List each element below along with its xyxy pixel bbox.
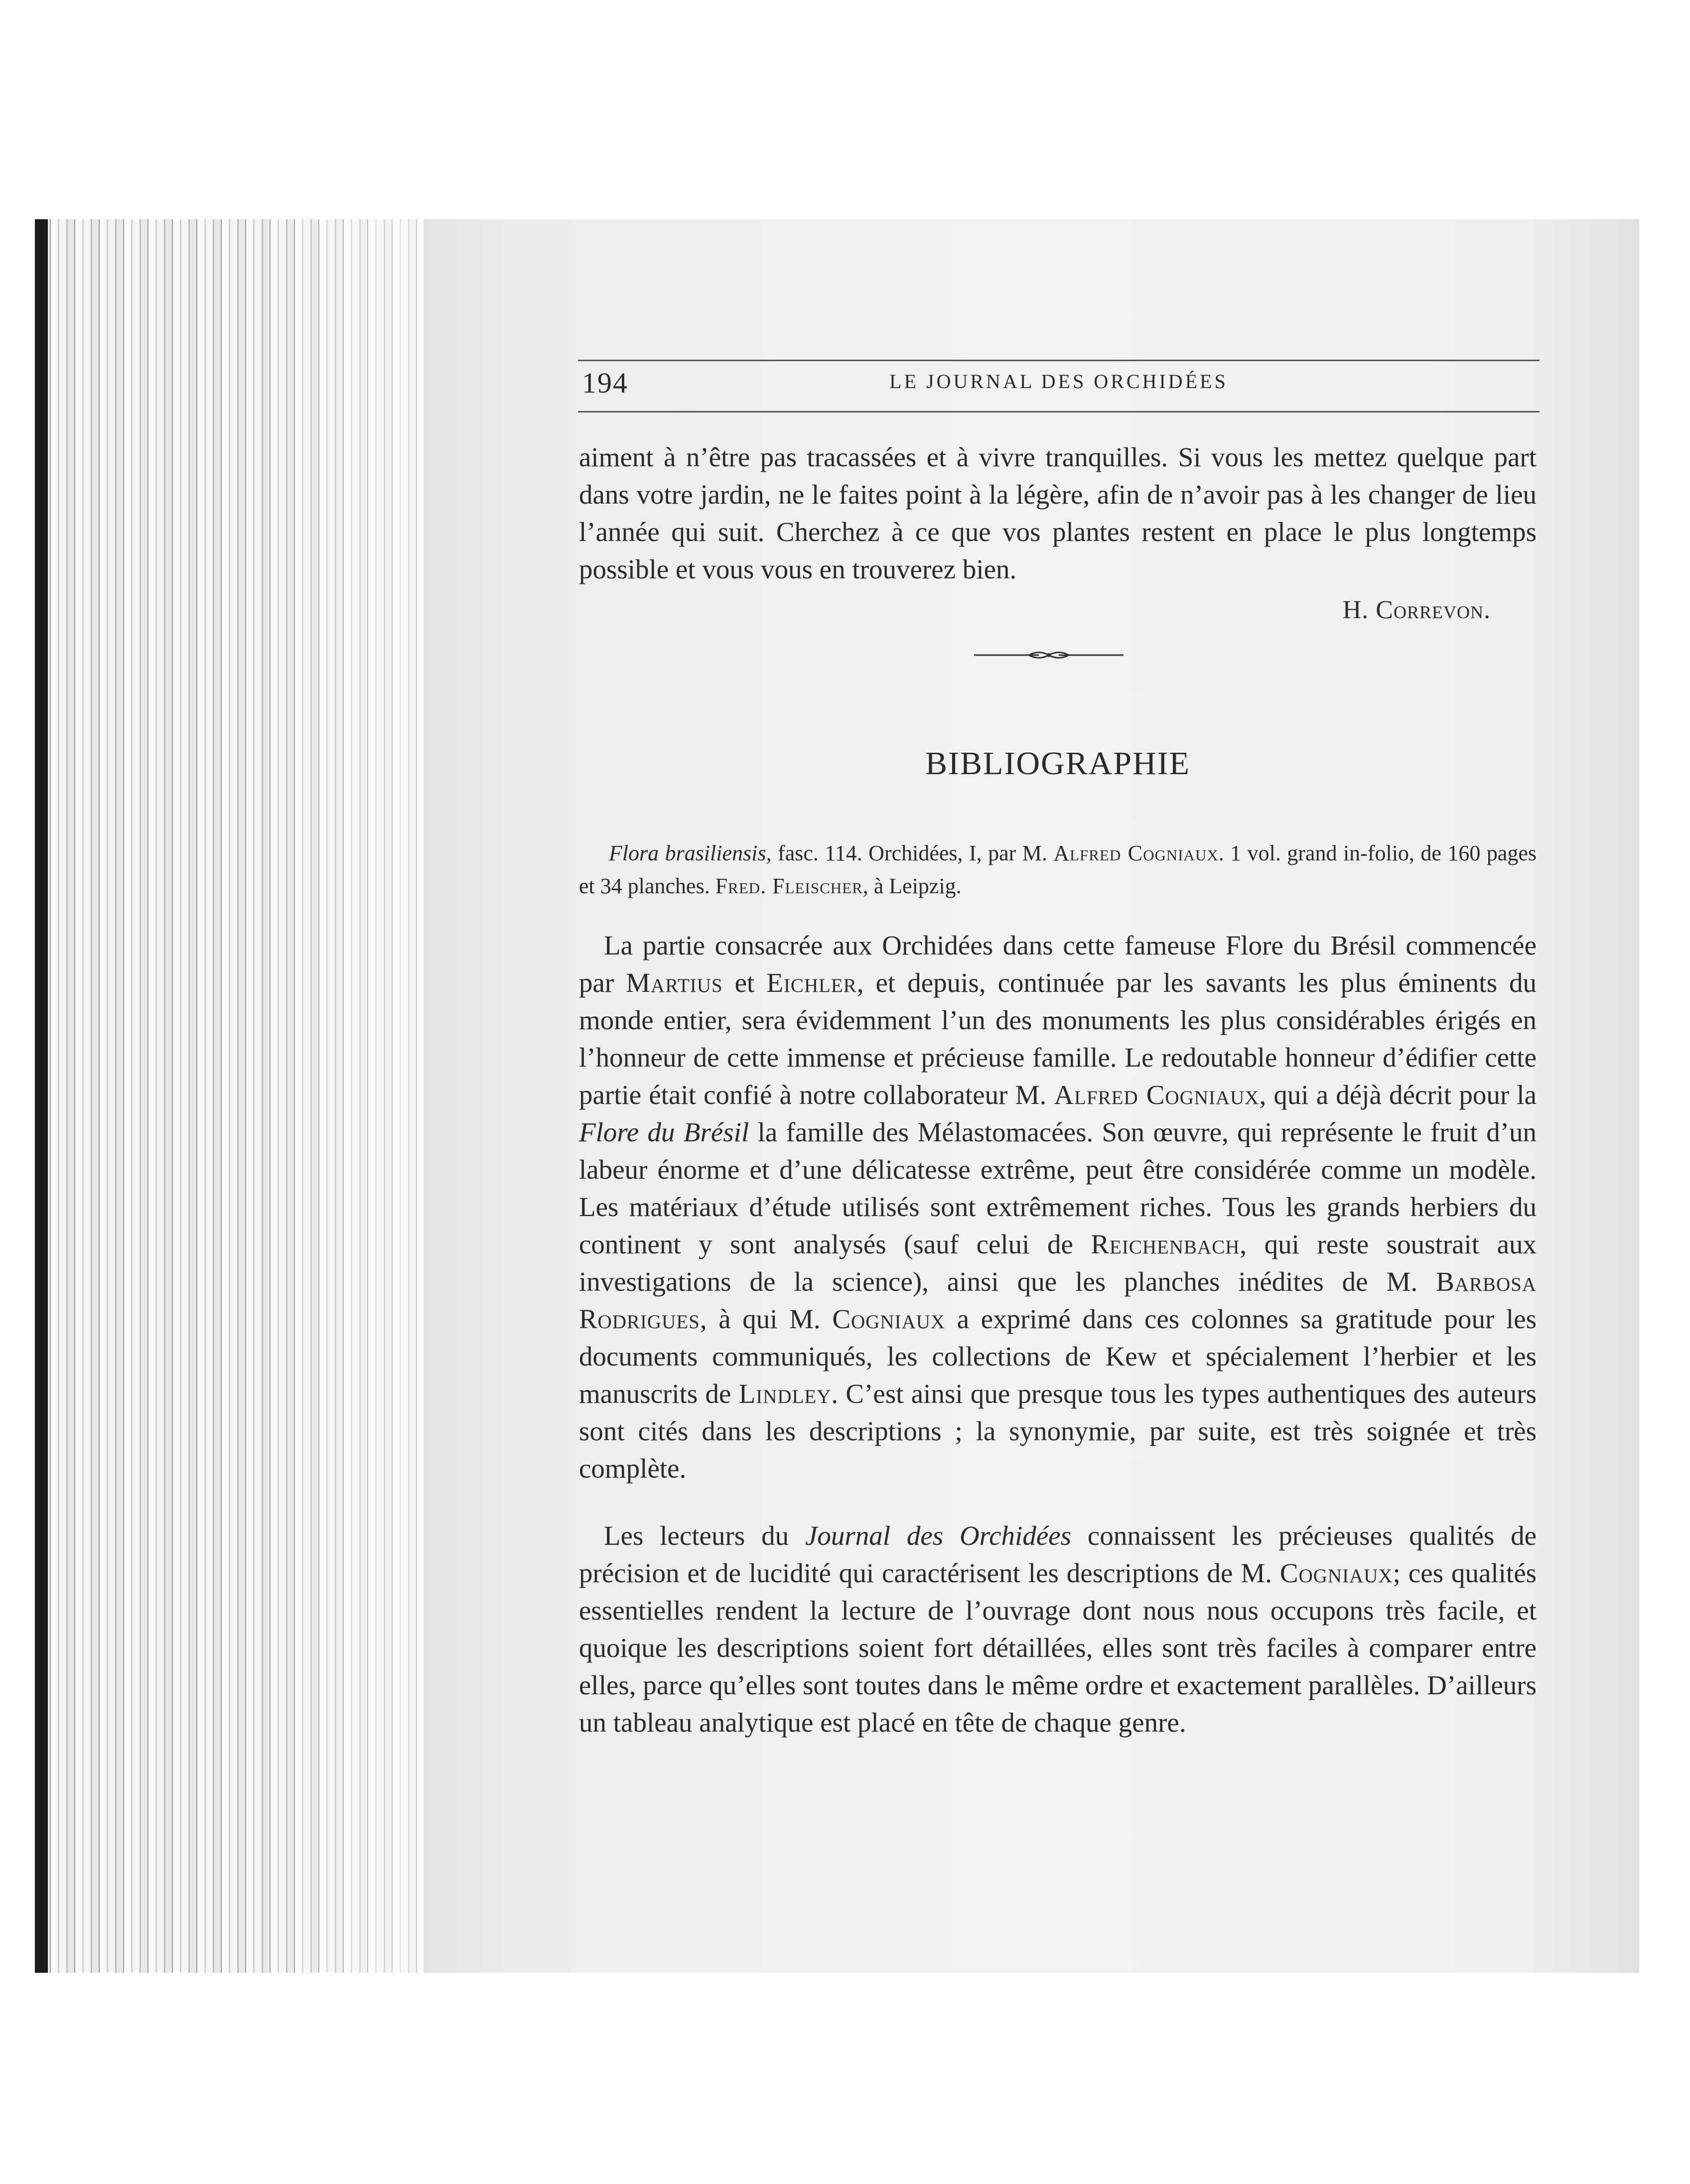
author-name: Martius [626, 967, 723, 998]
paragraph-review-2 [579, 1517, 1537, 1741]
citation-publisher: Fred. Fleischer [715, 874, 863, 898]
author-signature: H. Correvon. [1342, 596, 1491, 624]
text-span: . C’est ainsi que presque tous les types authentiques des auteurs sont cités dans les descriptions ; la synonymie, par suite, est très soignée et très complète. [579, 1378, 1537, 1484]
text-span: , à qui M. [700, 1304, 833, 1334]
bibliographic-citation [579, 837, 1537, 903]
citation-work-title: Flora brasiliensis, [609, 841, 772, 865]
ornament-divider-icon [974, 648, 1124, 663]
citation-text: , à Leipzig. [862, 874, 962, 898]
author-name: Cogniaux [1279, 1558, 1393, 1588]
citation-text: fasc. 114. Orchidées, I, par M. [771, 841, 1054, 865]
work-title: Flore du Brésil [579, 1117, 749, 1147]
text-span: ; ces qualités essentielles rendent la lecture de l’ouvrage dont nous nous occupons très facile, et quoique les descriptions soient fort détaillées, elles sont très faciles à comparer entre elles, parce qu’elles sont toutes dans le même ordre et exactement parallèles. D’ailleurs un tableau analytique est placé en tête de chaque genre. [579, 1558, 1537, 1738]
text-span: connaissent les précieuses qualités de précision et de lucidité qui caractérisent les descriptions de M. [579, 1520, 1537, 1588]
text-span: Les lecteurs du [604, 1520, 805, 1551]
author-name: Lindley [738, 1378, 832, 1409]
section-heading: BIBLIOGRAPHIE [925, 745, 1190, 782]
text-span: , qui reste soustrait aux investigations de la science), ainsi que les planches inédites de M. [579, 1229, 1537, 1297]
header-rule-top [578, 360, 1540, 361]
author-name: Alfred Cogniaux [1054, 1080, 1260, 1110]
author-name: Reichenbach [1091, 1229, 1240, 1259]
text-span: , qui a déjà décrit pour la [1259, 1080, 1537, 1110]
work-title: Journal des Orchidées [805, 1520, 1072, 1551]
citation-author: Alfred Cogniaux [1053, 841, 1219, 865]
paragraph-continuation: aiment à n’être pas tracassées et à vivre tranquilles. Si vous les mettez quelque part dans votre jardin, ne le faites point à la légère, afin de n’avoir pas à les changer de lieu l’année qui suit. Cherchez à ce que vos plantes restent en place le plus longtemps possible et vous vous en trouverez bien. [579, 442, 1537, 584]
citation-text: . 1 vol. grand in-folio, de 160 pages et 34 planches. [579, 841, 1537, 898]
text-span: la famille des Mélastomacées. Son œuvre, qui représente le fruit d’un labeur énorme et d’une délicatesse extrême, peut être considérée comme un modèle. Les matériaux d’étude utilisés sont extrêmement riches. Tous les grands herbiers du continent y sont analysés (sauf celui de [579, 1117, 1537, 1259]
text-span: et [722, 967, 767, 998]
paragraph-review-1 [579, 927, 1537, 1487]
book-spine [35, 219, 48, 1973]
header-rule-bottom [578, 411, 1540, 412]
text-span: a exprimé dans ces colonnes sa gratitude pour les documents communiqués, les collections de Kew et spécialement l’herbier et les manuscrits de [579, 1304, 1537, 1409]
page-number: 194 [582, 367, 628, 399]
running-title: LE JOURNAL DES ORCHIDÉES [889, 370, 1228, 393]
page-edge-shade [259, 219, 428, 1973]
text-span: , et depuis, continuée par les savants les plus éminents du monde entier, sera évidemment l’un des monuments les plus considérables érigés en l’honneur de cette immense et précieuse famille. Le redoutable honneur d’édifier cette partie était confié à notre collaborateur M. [579, 967, 1537, 1110]
author-name: Cogniaux [832, 1304, 946, 1334]
author-name: Eichler [766, 967, 857, 998]
text-span: La partie consacrée aux Orchidées dans cette fameuse Flore du Brésil commencée par [579, 930, 1537, 998]
author-name: Barbosa Rodrigues [579, 1266, 1537, 1334]
